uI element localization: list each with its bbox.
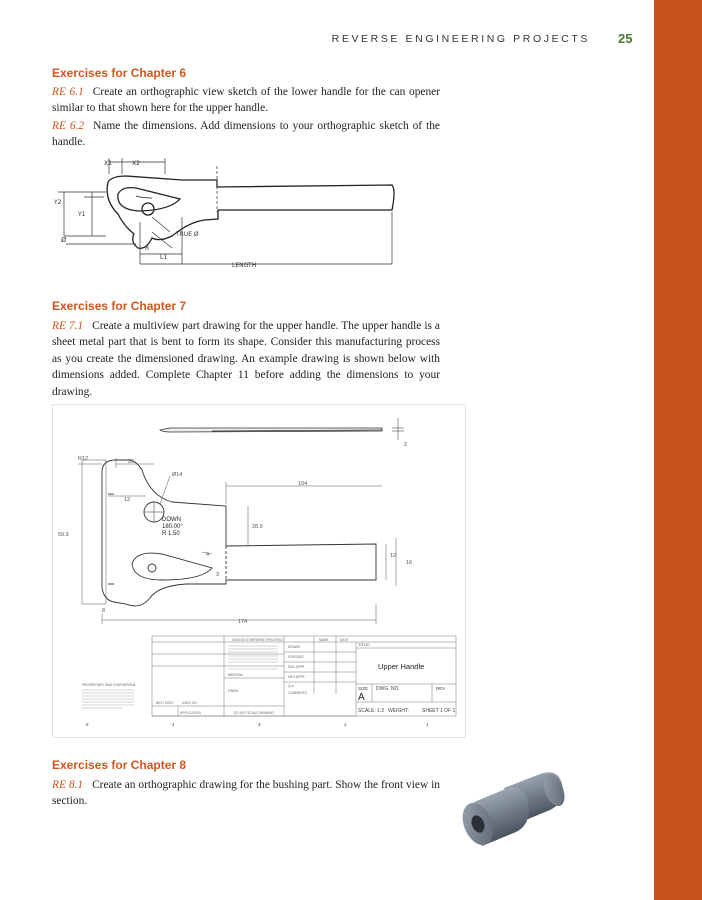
tb-do-not-scale: DO NOT SCALE DRAWING (234, 711, 274, 715)
dim-l1: L1 (160, 254, 168, 261)
upper-handle-drawing (52, 404, 466, 738)
exercise-id: RE 7.1 (52, 320, 84, 332)
tb-application: APPLICATION (180, 711, 201, 715)
exercise-id: RE 8.1 (52, 779, 84, 791)
tb-qa: Q.A. (288, 684, 295, 688)
tb-title: Upper Handle (378, 662, 425, 671)
dim-28-9: 28.9 (252, 524, 263, 530)
exercise-re-6-2 (52, 118, 440, 151)
tb-mfg-appr: MFG APPR. (288, 675, 306, 679)
dim-4: 4 (206, 552, 210, 558)
dim-2: 2 (404, 442, 408, 448)
tb-date: DATE (340, 638, 349, 642)
dim-8: 8 (102, 608, 106, 614)
tb-eng-appr: ENG APPR. (288, 665, 306, 669)
zone-2: 2 (344, 722, 347, 727)
dim-3: 3 (216, 572, 220, 578)
exercise-text: Create an orthographic drawing for the bushing part. Show the front view in section. (52, 779, 440, 808)
exercise-id: RE 6.1 (52, 86, 84, 98)
exercise-re-7-1 (52, 318, 440, 400)
handle-sketch (52, 152, 397, 272)
dim-length: LENGTH (232, 262, 257, 269)
zone-4: 4 (172, 722, 175, 727)
dim-x2: X2 (132, 160, 140, 167)
tb-checked: CHECKED (288, 655, 304, 659)
bend-note-angle: 180.00° (162, 524, 183, 530)
dim-16: 16 (406, 560, 413, 566)
tb-next-assy: NEXT ASSY (156, 701, 174, 705)
tb-comments: COMMENTS: (288, 691, 308, 695)
tb-size-label: SIZE (358, 686, 369, 691)
zone-1: 1 (426, 722, 429, 727)
zone-3: 3 (258, 722, 261, 727)
bushing-part-render (454, 768, 570, 852)
dim-radius: R (145, 245, 150, 252)
exercise-text: Name the dimensions. Add dimensions to your orthographic sketch of the handle. (52, 120, 440, 149)
sketch-outline (107, 176, 394, 248)
exercise-id: RE 6.2 (52, 120, 85, 132)
running-header: REVERSE ENGINEERING PROJECTS (331, 33, 590, 45)
tb-size: A (358, 692, 365, 703)
exercise-text: Create a multiview part drawing for the upper handle. The upper handle is a sheet metal part that is bent to form its shape. Consider this manufacturing process as you create the dimensioned drawing. An example drawing is shown below with dimensions added. Complete Chapter 11 before adding the dimensions to your drawing. (52, 320, 440, 398)
dim-104: 104 (298, 481, 308, 487)
tb-used-on: USED ON (182, 701, 197, 705)
tb-weight: WEIGHT: (388, 708, 409, 714)
tb-rev: REV (436, 686, 446, 691)
zone-5: 5 (86, 722, 89, 727)
dim-r12: R12 (78, 456, 89, 462)
proprietary-note-lines (82, 690, 134, 708)
dim-26: 26 (128, 459, 135, 465)
bend-note-direction: DOWN (162, 517, 181, 523)
dim-12a: 12 (124, 497, 131, 503)
exercise-text: Create an orthographic view sketch of the lower handle for the can opener similar to that shown here for the upper handle. (52, 86, 440, 115)
chapter8-heading: Exercises for Chapter 8 (52, 758, 187, 772)
tb-proprietary: PROPRIETARY AND CONFIDENTIAL (82, 683, 137, 687)
tb-sheet: SHEET 1 OF 1 (422, 708, 456, 714)
tb-drawn: DRAWN (288, 645, 300, 649)
tb-title-label: TITLE: (358, 642, 371, 647)
tb-scale: SCALE: 1:2 (358, 708, 385, 714)
dim-true-diameter: TRUE Ø (176, 231, 199, 238)
dim-12b: 12 (390, 553, 397, 559)
dim-y1: Y1 (78, 211, 86, 218)
dim-174: 174 (238, 619, 248, 625)
dim-diameter: Ø (61, 236, 67, 244)
sketch-dimension-lines (58, 158, 392, 264)
tb-unless: UNLESS OTHERWISE SPECIFIED: (232, 638, 284, 642)
tb-material: MATERIAL (228, 673, 244, 677)
tb-name: NAME (319, 638, 329, 642)
page-number: 25 (618, 31, 633, 46)
dim-y2: Y2 (54, 199, 62, 206)
tb-dwg-no: DWG. NO. (376, 686, 400, 692)
tb-finish: FINISH (228, 689, 239, 693)
dim-59-9: 59.9 (58, 532, 69, 538)
chapter6-heading: Exercises for Chapter 6 (52, 66, 187, 80)
orange-side-bar (654, 0, 702, 900)
chapter7-heading: Exercises for Chapter 7 (52, 299, 187, 313)
exercise-re-8-1 (52, 777, 440, 810)
bend-note-radius: R 1.50 (162, 531, 180, 537)
exercise-re-6-1 (52, 84, 440, 117)
dim-dia14: Ø14 (172, 472, 183, 478)
dim-x1: X1 (104, 160, 112, 167)
